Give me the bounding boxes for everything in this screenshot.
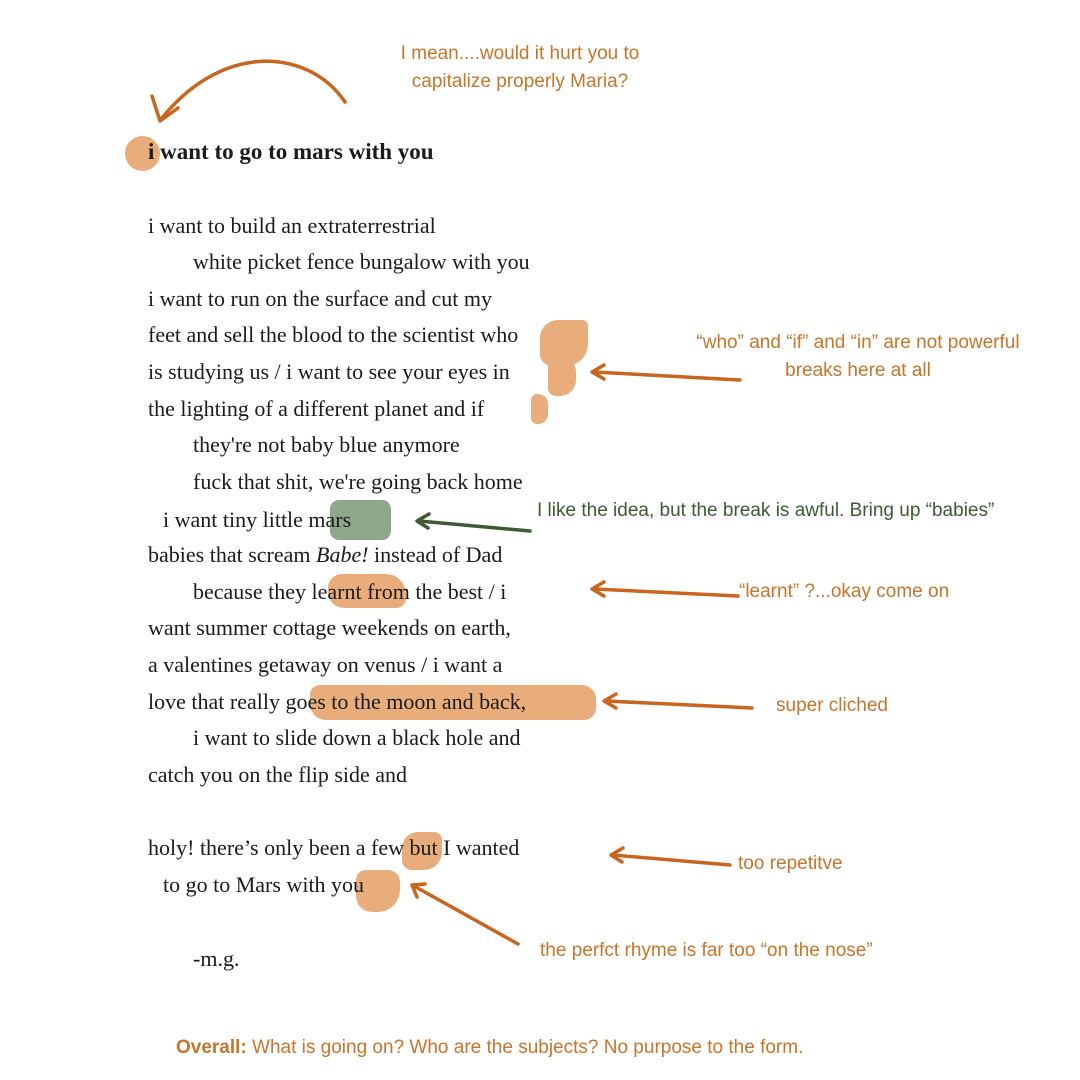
annotation-learnt: “learnt” ?...okay come on <box>739 581 950 602</box>
poem-text: instead of Dad <box>368 542 503 567</box>
arrow-to-learnt-icon <box>594 589 738 596</box>
poem-emphasis: Babe! <box>316 542 369 567</box>
arrow-to-repetitive-icon <box>613 855 730 865</box>
annotation-overall <box>176 1034 803 1062</box>
poem-line: want summer cottage weekends on earth, <box>148 615 511 640</box>
annotation-repetitive: too repetitve <box>738 853 843 874</box>
poem-signature: -m.g. <box>193 946 240 971</box>
poem-line: to go to Mars with you <box>163 872 365 897</box>
poem-line: holy! there’s only been a few but I wanted <box>148 835 520 860</box>
poem-line: fuck that shit, we're going back home <box>193 469 523 494</box>
arrow-to-rhyme-icon <box>414 886 518 944</box>
annotation-breaks: “who” and “if” and “in” are not powerful breaks here at all <box>696 332 1020 381</box>
overall-label: Overall: <box>176 1037 247 1058</box>
poem-line: love that really goes to the moon and back, <box>148 689 527 714</box>
poem-line: i want to slide down a black hole and <box>193 725 521 750</box>
poem-line: i want to run on the surface and cut my <box>148 286 492 311</box>
curved-arrow-icon <box>162 61 345 118</box>
poem-line: a valentines getaway on venus / i want a <box>148 652 503 677</box>
poem-text: babies that scream <box>148 542 316 567</box>
poem-title: i want to go to mars with you <box>148 139 434 164</box>
poem-line: catch you on the flip side and <box>148 762 408 787</box>
poem-line <box>148 542 502 568</box>
overall-text: What is going on? Who are the subjects? No purpose to the form. <box>246 1037 804 1058</box>
annotation-cliched: super cliched <box>776 695 888 716</box>
annotation-babies: I like the idea, but the break is awful. Bring up “babies” <box>537 500 995 521</box>
poem-line: because they learnt from the best / i <box>193 579 507 604</box>
arrow-to-mars-icon <box>419 521 530 531</box>
poem-line: the lighting of a different planet and if <box>148 396 485 421</box>
poem-line: white picket fence bungalow with you <box>193 249 530 274</box>
poem-line: i want to build an extraterrestrial <box>148 213 436 238</box>
arrow-to-cliche-icon <box>606 701 752 708</box>
poem-line: i want tiny little mars <box>163 507 352 532</box>
annotation-capitalize: I mean....would it hurt you to capitalize properly Maria? <box>400 43 640 92</box>
annotation-rhyme: the perfct rhyme is far too “on the nose” <box>540 940 873 961</box>
if-highlight <box>531 394 548 424</box>
in-highlight <box>548 358 576 396</box>
poem-line: is studying us / i want to see your eyes in <box>148 359 510 384</box>
poem-line: feet and sell the blood to the scientist who <box>148 322 519 347</box>
poem-line: they're not baby blue anymore <box>193 432 460 457</box>
